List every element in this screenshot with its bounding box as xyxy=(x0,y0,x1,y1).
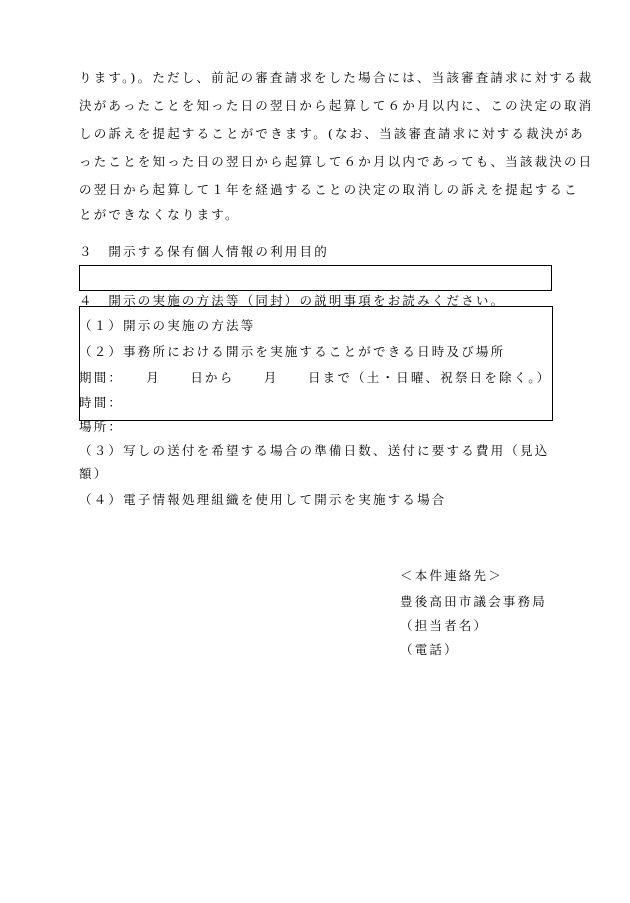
contact-office: 豊後高田市議会事務局 xyxy=(400,594,548,609)
item-2-date-place: （２）事務所における開示を実施することができる日時及び場所 xyxy=(79,344,506,359)
period-line: 期間： 月 日から 月 日まで（土・日曜、祝祭日を除く。） xyxy=(79,370,552,385)
paragraph-line-6: とができなくなります。 xyxy=(79,207,240,222)
item-4-electronic: （４）電子情報処理組織を使用して開示を実施する場合 xyxy=(79,492,447,507)
paragraph-line-4: ったことを知った日の翌日から起算して６か月以内であっても、当該裁決の日 xyxy=(79,154,594,169)
item-1-method: （１）開示の実施の方法等 xyxy=(79,318,256,333)
contact-phone: （電話） xyxy=(400,642,459,657)
item-3-continuation: 額） xyxy=(79,466,109,481)
contact-heading: ＜本件連絡先＞ xyxy=(400,568,503,583)
purpose-field-box xyxy=(79,265,552,291)
item-3-copy-delivery: （３）写しの送付を希望する場合の準備日数、送付に要する費用（見込 xyxy=(79,443,550,458)
section-4-heading: ４ 開示の実施の方法等（同封）の説明事項をお読みください。 xyxy=(79,293,506,308)
time-line: 時間： xyxy=(79,395,124,410)
paragraph-line-5: の翌日から起算して１年を経過することの決定の取消しの訴えを提起するこ xyxy=(79,182,579,197)
section-3-heading: ３ 開示する保有個人情報の利用目的 xyxy=(79,244,329,259)
paragraph-line-2: 決があったことを知った日の翌日から起算して６か月以内に、この決定の取消 xyxy=(79,98,594,113)
paragraph-line-3: しの訴えを提起することができます。(なお、当該審査請求に対する裁決があ xyxy=(79,126,585,141)
contact-person: （担当者名） xyxy=(400,618,489,633)
place-line: 場所： xyxy=(79,419,124,434)
paragraph-line-1: ります。)。ただし、前記の審査請求をした場合には、当該審査請求に対する裁 xyxy=(79,70,594,85)
